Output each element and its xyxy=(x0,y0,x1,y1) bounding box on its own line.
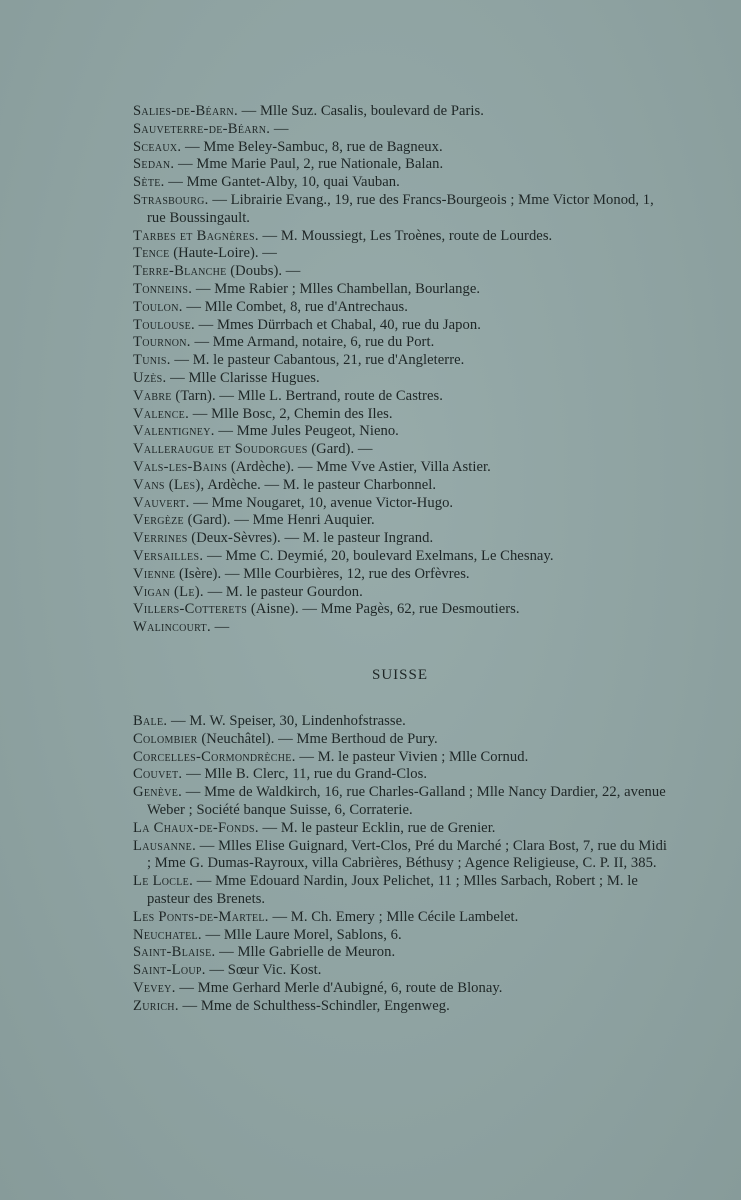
directory-entry xyxy=(133,477,673,495)
entry-place: Tunis. xyxy=(133,352,171,369)
entry-text: — Mlles Elise Guignard, Vert-Clos, Pré du Marché ; Clara Bost, 7, rue du Midi ; Mme G. Dumas-Rayroux, villa Cabrières, Béthusy ; Agence Religieuse, C. P. II, 385. xyxy=(147,837,668,872)
directory-entry xyxy=(133,530,673,548)
entry-text: — M. le pasteur Ecklin, rue de Grenier. xyxy=(258,819,496,836)
section-heading-suisse: SUISSE xyxy=(371,667,429,683)
entry-text: (Doubs). — xyxy=(226,263,301,280)
directory-entry xyxy=(133,299,673,317)
entry-place: Saint-Blaise. xyxy=(133,944,216,961)
entry-place: Zurich. xyxy=(133,997,179,1014)
entry-place: Lausanne. xyxy=(133,837,197,854)
entry-text: — Mme de Waldkirch, 16, rue Charles-Galland ; Mlle Nancy Dardier, 22, avenue Weber ; Société banque Suisse, 6, Corraterie. xyxy=(147,784,666,818)
entry-text: (Neuchâtel). — Mme Berthoud de Pury. xyxy=(197,730,438,747)
entry-text: — xyxy=(210,619,230,636)
entry-text: — Mme Edouard Nardin, Joux Pelichet, 11 ; Mlles Sarbach, Robert ; M. le pasteur des Brenets. xyxy=(147,873,638,907)
entry-text: (Isère). — Mlle Courbières, 12, rue des Orfèvres. xyxy=(175,565,470,582)
entry-text: — M. le pasteur Vivien ; Mlle Cornud. xyxy=(295,748,529,765)
entry-place: Verrines xyxy=(133,530,188,547)
entry-place: Vauvert. xyxy=(133,494,190,511)
directory-entry xyxy=(133,174,673,192)
directory-entry xyxy=(133,909,673,927)
entry-place: Tonneins. xyxy=(133,280,193,297)
directory-entry xyxy=(133,370,673,388)
entry-place: Sedan. xyxy=(133,156,175,173)
entry-place: Vienne xyxy=(133,565,176,582)
directory-entry xyxy=(133,156,673,174)
entry-text: — Mme Beley-Sambuc, 8, rue de Bagneux. xyxy=(181,138,443,155)
entry-text: — Mme Armand, notaire, 6, rue du Port. xyxy=(190,334,435,351)
directory-entry xyxy=(133,548,673,566)
entry-text: — Mmes Dürrbach et Chabal, 40, rue du Japon. xyxy=(194,316,481,333)
directory-entry xyxy=(133,245,673,263)
directory-entry xyxy=(133,749,673,767)
entry-text: — Mlle Clarisse Hugues. xyxy=(166,369,320,386)
entry-place: Uzès. xyxy=(133,369,167,386)
directory-entry xyxy=(133,731,673,749)
directory-entry xyxy=(133,121,673,139)
directory-entry xyxy=(133,927,673,945)
directory-entry xyxy=(133,820,673,838)
france-list xyxy=(133,103,673,637)
entry-text: — M. le pasteur Gourdon. xyxy=(203,583,363,600)
entry-place: Tournon. xyxy=(133,334,191,351)
entry-place: Vans (Les), xyxy=(133,476,205,493)
entry-text: — M. Ch. Emery ; Mlle Cécile Lambelet. xyxy=(268,908,519,925)
directory-entry xyxy=(133,388,673,406)
entry-place: Couvet. xyxy=(133,766,183,783)
directory-entry xyxy=(133,601,673,619)
directory-entry xyxy=(133,873,673,909)
entry-place: Vigan (Le). xyxy=(133,583,204,600)
entry-text: — M. Moussiegt, Les Troènes, route de Lourdes. xyxy=(258,227,553,244)
directory-entry xyxy=(133,406,673,424)
directory-entry xyxy=(133,512,673,530)
entry-place: Toulon. xyxy=(133,298,183,315)
directory-entry xyxy=(133,317,673,335)
entry-place: Terre-Blanche xyxy=(133,263,227,280)
entry-text: — Mme Marie Paul, 2, rue Nationale, Balan. xyxy=(174,156,444,173)
entry-place: Villers-Cotterets xyxy=(133,601,248,618)
entry-place: Sauveterre-de-Béarn. xyxy=(133,120,271,137)
entry-text: — M. le pasteur Cabantous, 21, rue d'Angleterre. xyxy=(170,352,465,369)
entry-text: — Sœur Vic. Kost. xyxy=(205,962,322,979)
entry-text: — Mlle Combet, 8, rue d'Antrechaus. xyxy=(182,298,408,315)
entry-place: Vals-les-Bains xyxy=(133,458,228,475)
directory-entry xyxy=(133,713,673,731)
entry-text: (Deux-Sèvres). — M. le pasteur Ingrand. xyxy=(187,530,434,547)
entry-place: La Chaux-de-Fonds. xyxy=(133,819,259,836)
entry-text: — Mme Gantet-Alby, 10, quai Vauban. xyxy=(164,174,400,191)
entry-text: (Gard). — xyxy=(307,441,373,458)
entry-place: Genève. xyxy=(133,784,183,801)
directory-entry xyxy=(133,281,673,299)
directory-entry xyxy=(133,263,673,281)
entry-place: Valentigney. xyxy=(133,423,215,440)
directory-entry xyxy=(133,566,673,584)
directory-entry xyxy=(133,334,673,352)
entry-text: (Ardèche). — Mme Vve Astier, Villa Astier. xyxy=(227,458,491,475)
directory-entry xyxy=(133,441,673,459)
directory-entry xyxy=(133,103,673,121)
directory-entry xyxy=(133,228,673,246)
suisse-list xyxy=(133,713,673,1016)
entry-place: Walincourt. xyxy=(133,619,211,636)
entry-text: (Haute-Loire). — xyxy=(169,245,277,262)
entry-place: Salies-de-Béarn. xyxy=(133,103,238,119)
directory-entry xyxy=(133,944,673,962)
entry-text: — Mme Rabier ; Mlles Chambellan, Bourlange. xyxy=(192,280,481,297)
entry-place: Sceaux. xyxy=(133,138,182,155)
entry-place: Colombier xyxy=(133,730,198,747)
entry-place: Tence xyxy=(133,245,170,262)
entry-place: Vabre xyxy=(133,387,172,404)
entry-place: Strasbourg. xyxy=(133,191,209,208)
directory-entry xyxy=(133,192,673,228)
directory-entry xyxy=(133,784,673,820)
entry-place: Corcelles-Cormondrèche. xyxy=(133,748,296,765)
directory-entry xyxy=(133,962,673,980)
entry-text: — Librairie Evang., 19, rue des Francs-Bourgeois ; Mme Victor Monod, 1, rue Boussingault. xyxy=(147,191,654,226)
entry-place: Valleraugue et Soudorgues xyxy=(133,441,308,458)
entry-text: — Mme Nougaret, 10, avenue Victor-Hugo. xyxy=(189,494,454,511)
entry-place: Vergèze xyxy=(133,512,184,529)
entry-place: Les Ponts-de-Martel. xyxy=(133,908,269,925)
entry-text: — Mlle Laure Morel, Sablons, 6. xyxy=(201,926,402,943)
entry-place: Le Locle. xyxy=(133,873,194,890)
directory-entry xyxy=(133,352,673,370)
entry-text: — Mme Gerhard Merle d'Aubigné, 6, route de Blonay. xyxy=(175,979,503,996)
entry-text: — Mlle Bosc, 2, Chemin des Iles. xyxy=(189,405,393,422)
directory-entry xyxy=(133,423,673,441)
entry-place: Neuchatel. xyxy=(133,926,202,943)
entry-text: — Mme de Schulthess-Schindler, Engenweg. xyxy=(178,997,450,1014)
entry-text: — Mme Jules Peugeot, Nieno. xyxy=(214,423,399,440)
entry-place: Sète. xyxy=(133,174,165,191)
entry-text: — M. W. Speiser, 30, Lindenhofstrasse. xyxy=(167,713,406,729)
entry-text: — Mlle Gabrielle de Meuron. xyxy=(215,944,396,961)
directory-entry xyxy=(133,838,673,874)
directory-entry xyxy=(133,980,673,998)
directory-entry xyxy=(133,584,673,602)
entry-text: (Tarn). — Mlle L. Bertrand, route de Castres. xyxy=(171,387,443,404)
directory-entry xyxy=(133,619,673,637)
directory-entry xyxy=(133,139,673,157)
entry-place: Valence. xyxy=(133,405,190,422)
entry-text: Ardèche. — M. le pasteur Charbonnel. xyxy=(204,476,437,493)
entry-text: — Mlle Suz. Casalis, boulevard de Paris. xyxy=(237,103,484,119)
entry-text: (Gard). — Mme Henri Auquier. xyxy=(183,512,375,529)
entry-text: (Aisne). — Mme Pagès, 62, rue Desmoutiers. xyxy=(247,601,520,618)
entry-place: Saint-Loup. xyxy=(133,962,206,979)
directory-entry xyxy=(133,495,673,513)
directory-entry xyxy=(133,766,673,784)
entry-place: Vevey. xyxy=(133,979,176,996)
entry-text: — xyxy=(270,120,289,137)
entry-place: Toulouse. xyxy=(133,316,195,333)
entry-text: — Mme C. Deymié, 20, boulevard Exelmans, Le Chesnay. xyxy=(203,547,554,564)
directory-entry xyxy=(133,998,673,1016)
entry-place: Versailles. xyxy=(133,547,204,564)
directory-entry xyxy=(133,459,673,477)
entry-place: Bale. xyxy=(133,713,168,729)
entry-text: — Mlle B. Clerc, 11, rue du Grand-Clos. xyxy=(182,766,428,783)
entry-place: Tarbes et Bagnères. xyxy=(133,227,259,244)
